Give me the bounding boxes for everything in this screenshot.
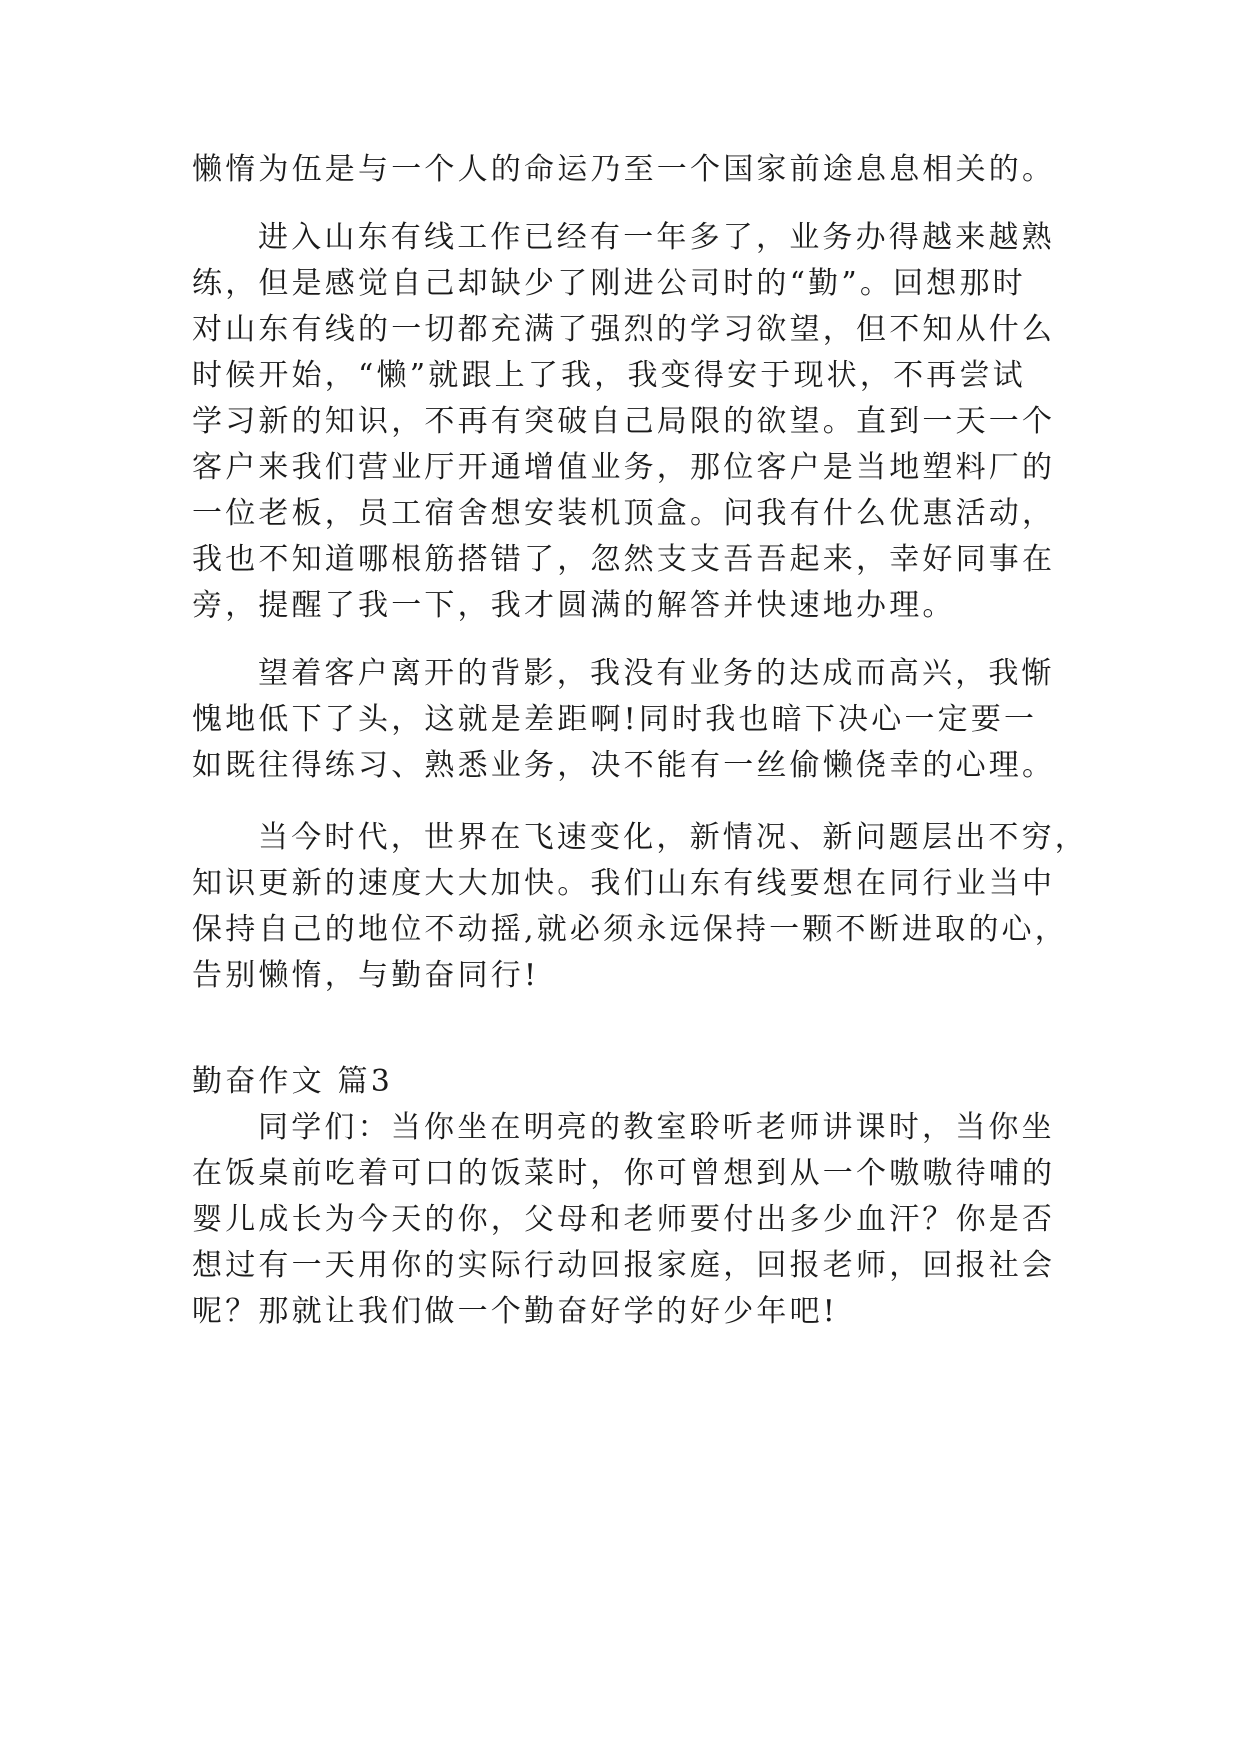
- paragraph-first-line: 同学们：当你坐在明亮的教室聆听老师讲课时，当你坐: [258, 1110, 1055, 1145]
- text-line: 时候开始，“懒”就跟上了我，我变得安于现状，不再尝试: [192, 358, 1026, 393]
- paragraph-first-line: 进入山东有线工作已经有一年多了，业务办得越来越熟: [258, 220, 1055, 255]
- text-line: 学习新的知识，不再有突破自己局限的欲望。直到一天一个: [192, 404, 1056, 439]
- text-line: 对山东有线的一切都充满了强烈的学习欲望，但不知从什么: [192, 312, 1056, 347]
- text-line: 呢？那就让我们做一个勤奋好学的好少年吧!: [192, 1294, 839, 1329]
- text-line: 我也不知道哪根筋搭错了，忽然支支吾吾起来，幸好同事在: [192, 542, 1056, 577]
- text-line: 客户来我们营业厅开通增值业务，那位客户是当地塑料厂的: [192, 450, 1056, 485]
- text-line: 知识更新的速度大大加快。我们山东有线要想在同行业当中: [192, 866, 1056, 901]
- text-line: 在饭桌前吃着可口的饭菜时，你可曾想到从一个嗷嗷待哺的: [192, 1156, 1056, 1191]
- text-line: 如既往得练习、熟悉业务，决不能有一丝偷懒侥幸的心理。: [192, 748, 1056, 783]
- section-heading: 勤奋作文 篇3: [192, 1064, 394, 1099]
- text-line: 想过有一天用你的实际行动回报家庭，回报老师，回报社会: [192, 1248, 1056, 1283]
- text-line: 告别懒惰，与勤奋同行!: [192, 958, 540, 993]
- text-line: 愧地低下了头，这就是差距啊!同时我也暗下决心一定要一: [192, 702, 1038, 737]
- text-line: 练，但是感觉自己却缺少了刚进公司时的“勤”。回想那时: [192, 266, 1026, 301]
- text-line: 旁，提醒了我一下，我才圆满的解答并快速地办理。: [192, 588, 956, 623]
- text-line: 保持自己的地位不动摇,就必须永远保持一颗不断进取的心，: [192, 912, 1068, 947]
- paragraph-first-line: 当今时代，世界在飞速变化，新情况、新问题层出不穷，: [258, 820, 1088, 855]
- text-line: 懒惰为伍是与一个人的命运乃至一个国家前途息息相关的。: [192, 152, 1056, 187]
- text-line: 一位老板，员工宿舍想安装机顶盒。问我有什么优惠活动，: [192, 496, 1056, 531]
- paragraph-first-line: 望着客户离开的背影，我没有业务的达成而高兴，我惭: [258, 656, 1055, 691]
- text-line: 婴儿成长为今天的你，父母和老师要付出多少血汗？你是否: [192, 1202, 1056, 1237]
